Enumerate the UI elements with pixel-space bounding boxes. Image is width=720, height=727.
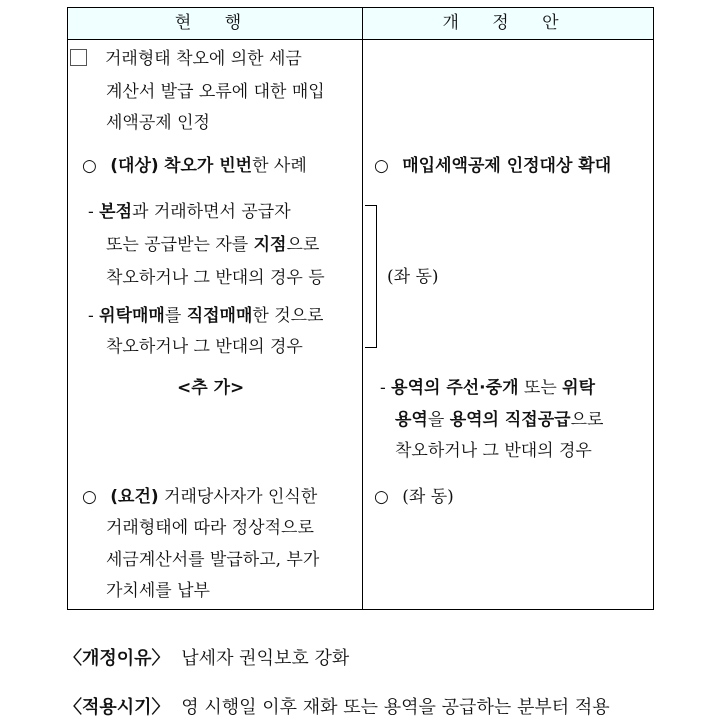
item2-line-2: 착오하거나 그 반대의 경우: [106, 337, 303, 357]
requirement-line-2: 거래형태에 따라 정상적으로: [106, 518, 314, 538]
target-rest: 한 사례: [252, 156, 307, 176]
revision-reason-label: 〈개정이유〉: [64, 648, 170, 669]
header-current: 현 행: [174, 13, 256, 33]
new-item-line-2: 용역을 용역의 직접공급으로: [395, 410, 604, 430]
section-title: 거래형태 착오에 의한 세금: [70, 43, 302, 76]
requirement-line-3: 세금계산서를 발급하고, 부가: [106, 550, 320, 570]
expand-row: ○ 매입세액공제 인정대상 확대: [374, 156, 612, 176]
circle-bullet-icon: ○: [82, 487, 97, 507]
section-title-line-2: 계산서 발급 오류에 대한 매입: [106, 82, 325, 102]
header-revised: 개 정 안: [442, 13, 573, 33]
item1-line-2: 또는 공급받는 자를 지점으로: [106, 235, 320, 255]
requirement-line-1: ○ (요건) 거래당사자가 인식한: [82, 487, 318, 507]
same-as-left-2: ○ (좌 동): [374, 487, 454, 507]
bracket-icon: [365, 205, 377, 348]
item1-line-3: 착오하거나 그 반대의 경우 등: [106, 268, 325, 288]
new-item-line-3: 착오하거나 그 반대의 경우: [395, 441, 592, 461]
table-header: [68, 8, 653, 40]
circle-bullet-icon: ○: [374, 156, 389, 176]
effective-date: [64, 693, 610, 719]
effective-date-label: 〈적용시기〉: [64, 697, 170, 718]
section-title-line-3: 세액공제 인정: [106, 113, 210, 133]
revision-reason-text: 납세자 권익보호 강화: [181, 648, 350, 669]
target-bold-text: 착오가 빈번: [164, 156, 253, 176]
revision-reason: [64, 644, 349, 670]
column-divider: [362, 8, 363, 609]
target-label: (대상): [110, 156, 159, 176]
circle-bullet-icon: ○: [374, 487, 389, 507]
item2-line-1: - 위탁매매를 직접매매한 것으로: [88, 306, 324, 326]
effective-date-text: 영 시행일 이후 재화 또는 용역을 공급하는 분부터 적용: [181, 697, 610, 718]
target-row: [82, 150, 307, 183]
item1-line-1: - 본점과 거래하면서 공급자: [88, 202, 291, 222]
new-item-line-1: - 용역의 주선·중개 또는 위탁: [380, 378, 596, 398]
checkbox-square-icon: [70, 49, 87, 66]
requirement-line-4: 가치세를 납부: [106, 581, 210, 601]
circle-bullet-icon: ○: [82, 156, 97, 176]
same-as-left-1: (좌 동): [387, 267, 439, 287]
added-marker: <추 가>: [177, 378, 245, 398]
